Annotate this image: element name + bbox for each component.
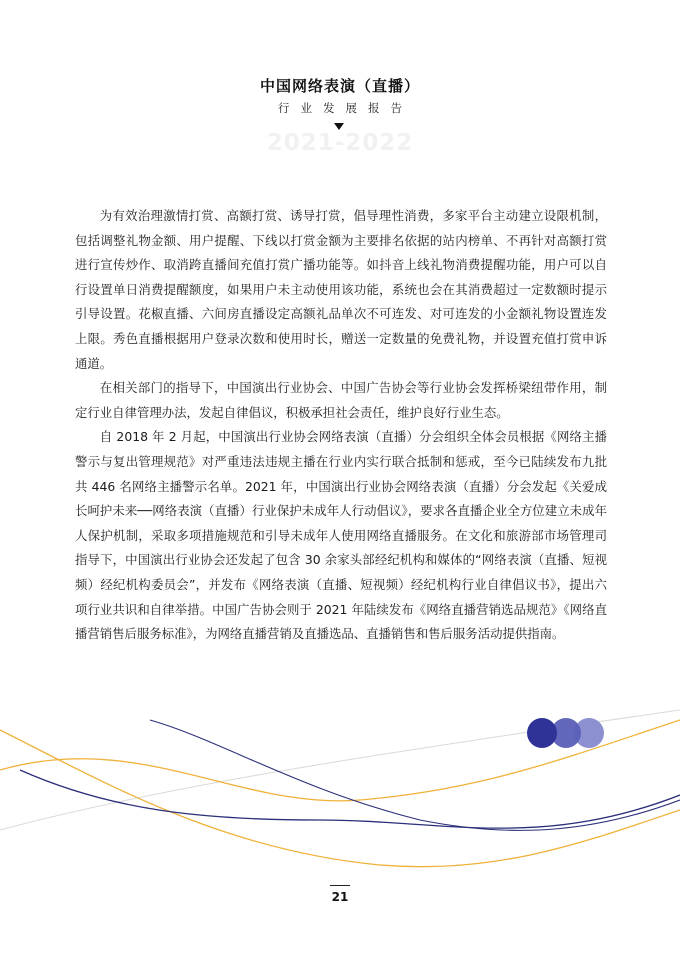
paragraph-3: 自 2018 年 2 月起，中国演出行业协会网络表演（直播）分会组织全体会员根据《网络主播警示与复出管理规范》对严重违法违规主播在行业内实行联合抵制和惩戒，至今已陆续发布九批共 446 名网络主播警示名单。2021 年，中国演出行业协会网络表演（直播）分会发起《关爱成长呵护未来──网络表演（直播）行业保护未成年人行动倡议》，要求各直播企业全方位建立未成年人保护机制，采取多项措施规范和引导未成年人使用网络直播服务。在文化和旅游部市场管理司指导下，中国演出行业协会还发起了包含 30 余家头部经纪机构和媒体的“网络表演（直播、短视频）经纪机构委员会”，并发布《网络表演（直播、短视频）经纪机构行业自律倡议书》，提出六项行业共识和自律举措。中国广告协会则于 2021 年陆续发布《网络直播营销选品规范》《网络直播营销售后服务标准》，为网络直播营销及直播选品、直播销售和售后服务活动提供指南。 <box>75 429 607 642</box>
triangle-down-icon <box>334 123 344 130</box>
body-text <box>75 204 607 647</box>
report-subtitle: 行业发展报告 <box>278 101 413 115</box>
page-number: 21 <box>331 890 349 904</box>
circle-dark <box>527 718 557 748</box>
page-number-rule <box>330 885 350 886</box>
paragraph-1: 为有效治理激情打赏、高额打赏、诱导打赏，倡导理性消费，多家平台主动建立设限机制，包括调整礼物金额、用户提醒、下线以打赏金额为主要排名依据的站内榜单、不再针对高额打赏进行宣传炒作、取消跨直播间充值打赏广播功能等。如抖音上线礼物消费提醒功能，用户可以自行设置单日消费提醒额度，如果用户未主动使用该功能，系统也会在其消费超过一定数额时提示引导设置。花椒直播、六间房直播设定高额礼品单次不可连发、对可连发的小金额礼物设置连发上限。秀色直播根据用户登录次数和使用时长，赠送一定数量的免费礼物，并设置充值打赏申诉通道。 <box>75 208 607 371</box>
report-header <box>0 76 680 156</box>
paragraph-2: 在相关部门的指导下，中国演出行业协会、中国广告协会等行业协会发挥桥梁纽带作用，制定行业自律管理办法，发起自律倡议，积极承担社会责任，维护良好行业生态。 <box>75 380 607 420</box>
report-years-watermark: 2021-2022 <box>266 130 414 156</box>
report-title: 中国网络表演（直播） <box>259 77 420 95</box>
decorative-waves <box>0 700 680 880</box>
